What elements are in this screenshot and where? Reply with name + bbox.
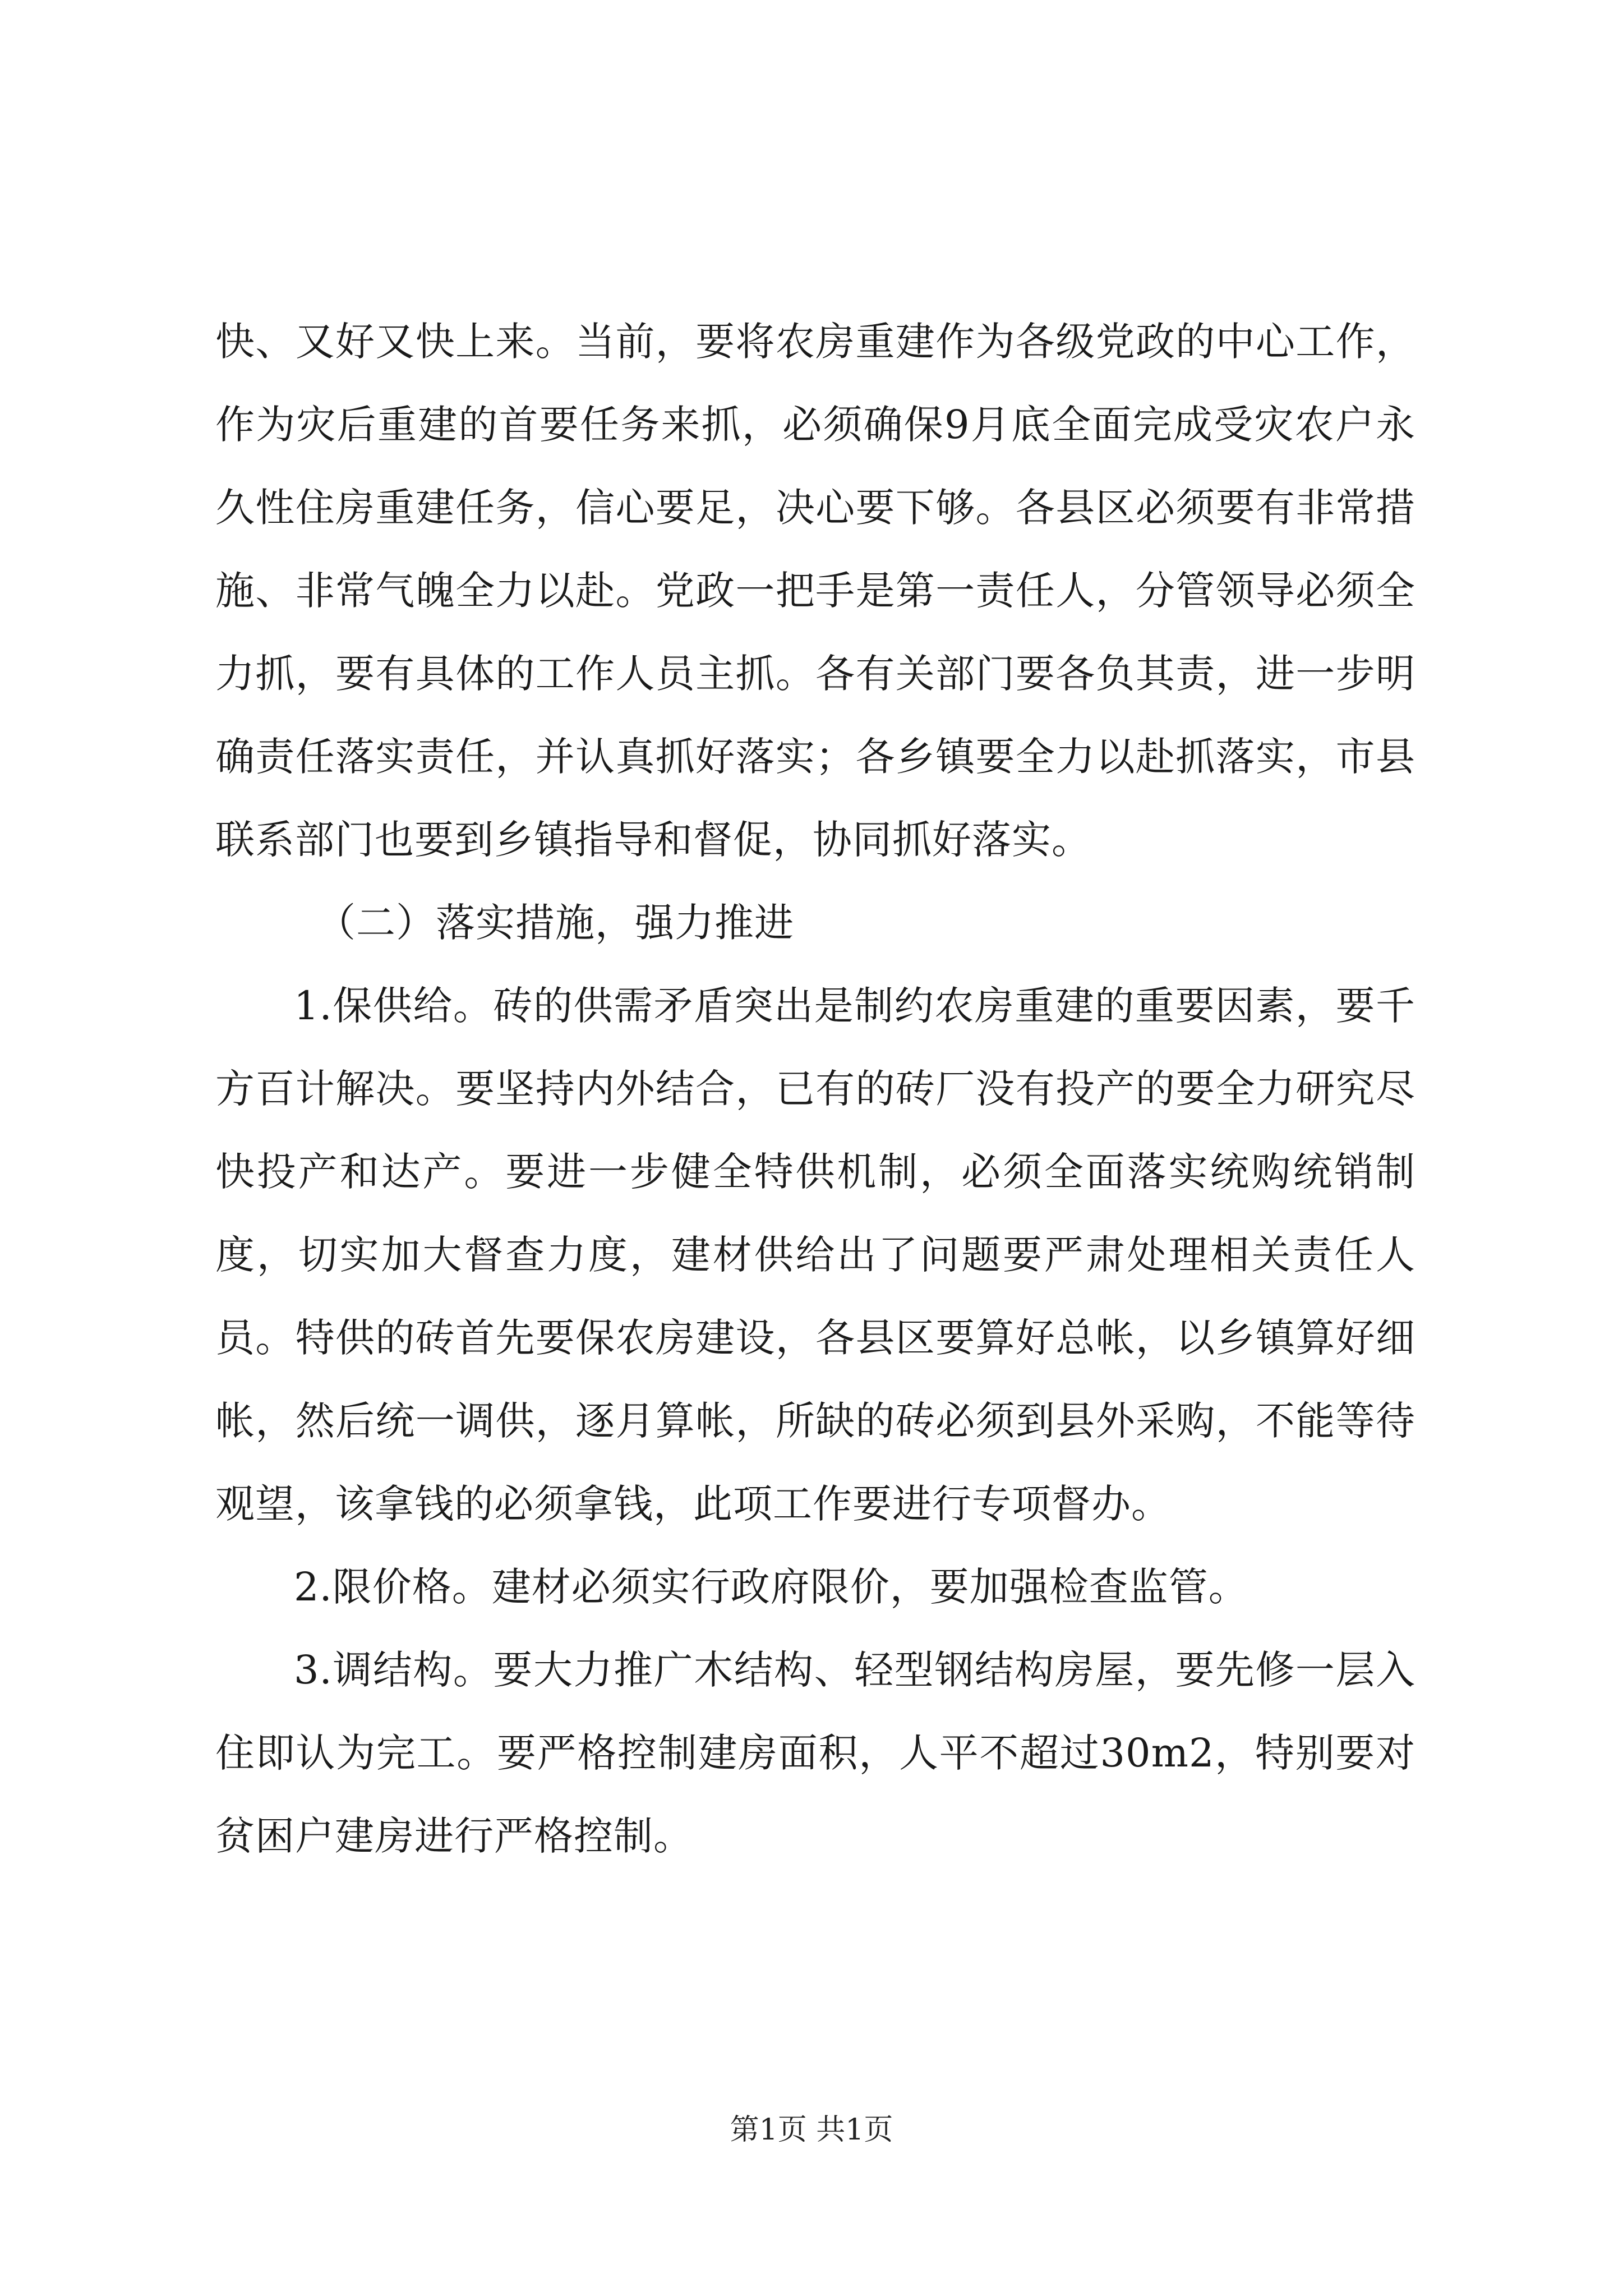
body-paragraph-2: 1.保供给。砖的供需矛盾突出是制约农房重建的重要因素，要千方百计解决。要坚持内外结合，已有的砖厂没有投产的要全力研究尽快投产和达产。要进一步健全特供机制，必须全面落实统购统销制度，切实加大督查力度，建材供给出了问题要严肃处理相关责任人员。特供的砖首先要保农房建设，各县区要算好总帐，以乡镇算好细帐，然后统一调供，逐月算帐，所缺的砖必须到县外采购，不能等待观望，该拿钱的必须拿钱，此项工作要进行专项督办。 [215, 983, 1415, 1527]
document-body [215, 300, 1415, 1878]
body-paragraph-1: 快、又好又快上来。当前，要将农房重建作为各级党政的中心工作，作为灾后重建的首要任务来抓，必须确保9月底全面完成受灾农户永久性住房重建任务，信心要足，决心要下够。各县区必须要有非常措施、非常气魄全力以赴。党政一把手是第一责任人，分管领导必须全力抓，要有具体的工作人员主抓。各有关部门要各负其责，进一步明确责任落实责任，并认真抓好落实；各乡镇要全力以赴抓落实，市县联系部门也要到乡镇指导和督促，协同抓好落实。 [215, 319, 1415, 863]
page-number-text: 第1页 共1页 [730, 2113, 893, 2147]
body-paragraph-4: 3.调结构。要大力推广木结构、轻型钢结构房屋，要先修一层入住即认为完工。要严格控制建房面积，人平不超过30m2，特别要对贫困户建房进行严格控制。 [215, 1647, 1415, 1859]
body-paragraph-3: 2.限价格。建材必须实行政府限价，要加强检查监管。 [294, 1564, 1248, 1610]
section-heading: （二）落实措施，强力推进 [316, 900, 794, 946]
page-footer [0, 2110, 1623, 2150]
